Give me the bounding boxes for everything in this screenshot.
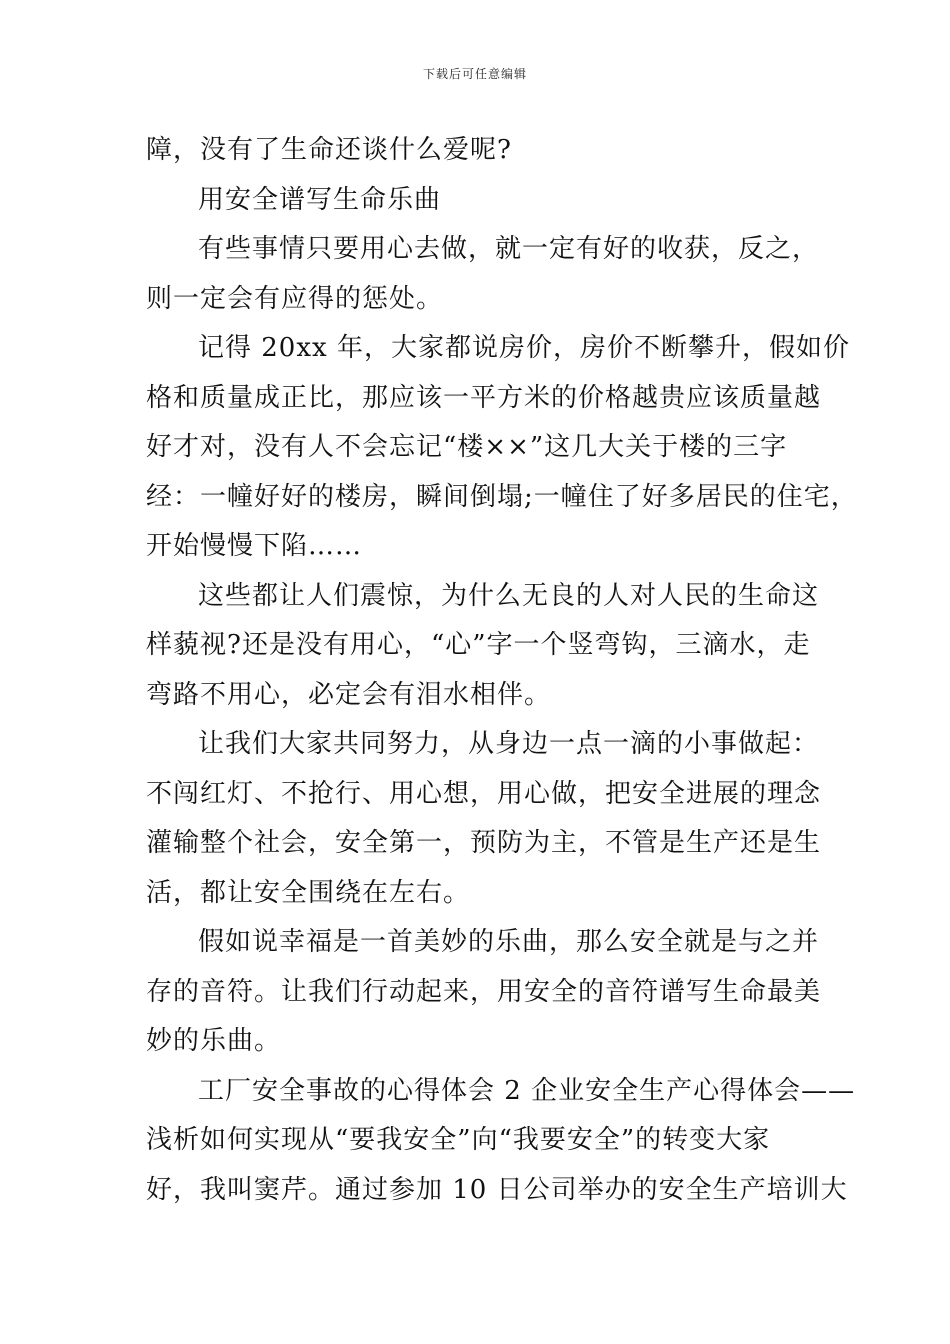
text-line: 开始慢慢下陷…… [146, 531, 363, 561]
text-line: 活，都让安全围绕在左右。 [146, 877, 471, 908]
text-line: 样藐视?还是没有用心，“心”字一个竖弯钩，三滴水，走 [146, 630, 811, 660]
text-line: 经：一幢好好的楼房，瞬间倒塌;一幢住了好多居民的住宅， [146, 481, 858, 512]
text-line: 假如说幸福是一首美妙的乐曲，那么安全就是与之并 [198, 927, 820, 957]
text-line: 记得 20xx 年，大家都说房价，房价不断攀升，假如价 [198, 333, 850, 363]
text-line: 用安全谱写生命乐曲 [198, 184, 442, 215]
text-line: 有些事情只要用心去做，就一定有好的收获，反之， [198, 234, 820, 264]
text-line: 好，我叫窦芹。通过参加 10 日公司举办的安全生产培训大 [146, 1174, 848, 1205]
text-line: 障，没有了生命还谈什么爱呢? [146, 135, 512, 165]
text-line: 浅析如何实现从“要我安全”向“我要安全”的转变大家 [146, 1125, 771, 1155]
text-line: 不闯红灯、不抢行、用心想，用心做，把安全进展的理念 [146, 778, 822, 809]
text-line: 则一定会有应得的惩处。 [146, 283, 444, 314]
text-line: 灌输整个社会，安全第一，预防为主，不管是生产还是生 [146, 828, 822, 858]
text-line: 这些都让人们震惊，为什么无良的人对人民的生命这 [198, 580, 820, 611]
text-line: 格和质量成正比，那应该一平方米的价格越贵应该质量越 [146, 382, 822, 413]
document-body [146, 126, 858, 1215]
text-line: 妙的乐曲。 [146, 1026, 282, 1056]
text-line: 好才对，没有人不会忘记“楼××”这几大关于楼的三字 [146, 432, 788, 462]
text-line: 让我们大家共同努力，从身边一点一滴的小事做起： [198, 729, 820, 759]
text-line: 弯路不用心，必定会有泪水相伴。 [146, 679, 552, 710]
text-line: 存的音符。让我们行动起来，用安全的音符谱写生命最美 [146, 976, 822, 1007]
text-line: 工厂安全事故的心得体会 2 企业安全生产心得体会—— [198, 1075, 856, 1106]
page-header: 下载后可任意编辑 [422, 67, 527, 81]
